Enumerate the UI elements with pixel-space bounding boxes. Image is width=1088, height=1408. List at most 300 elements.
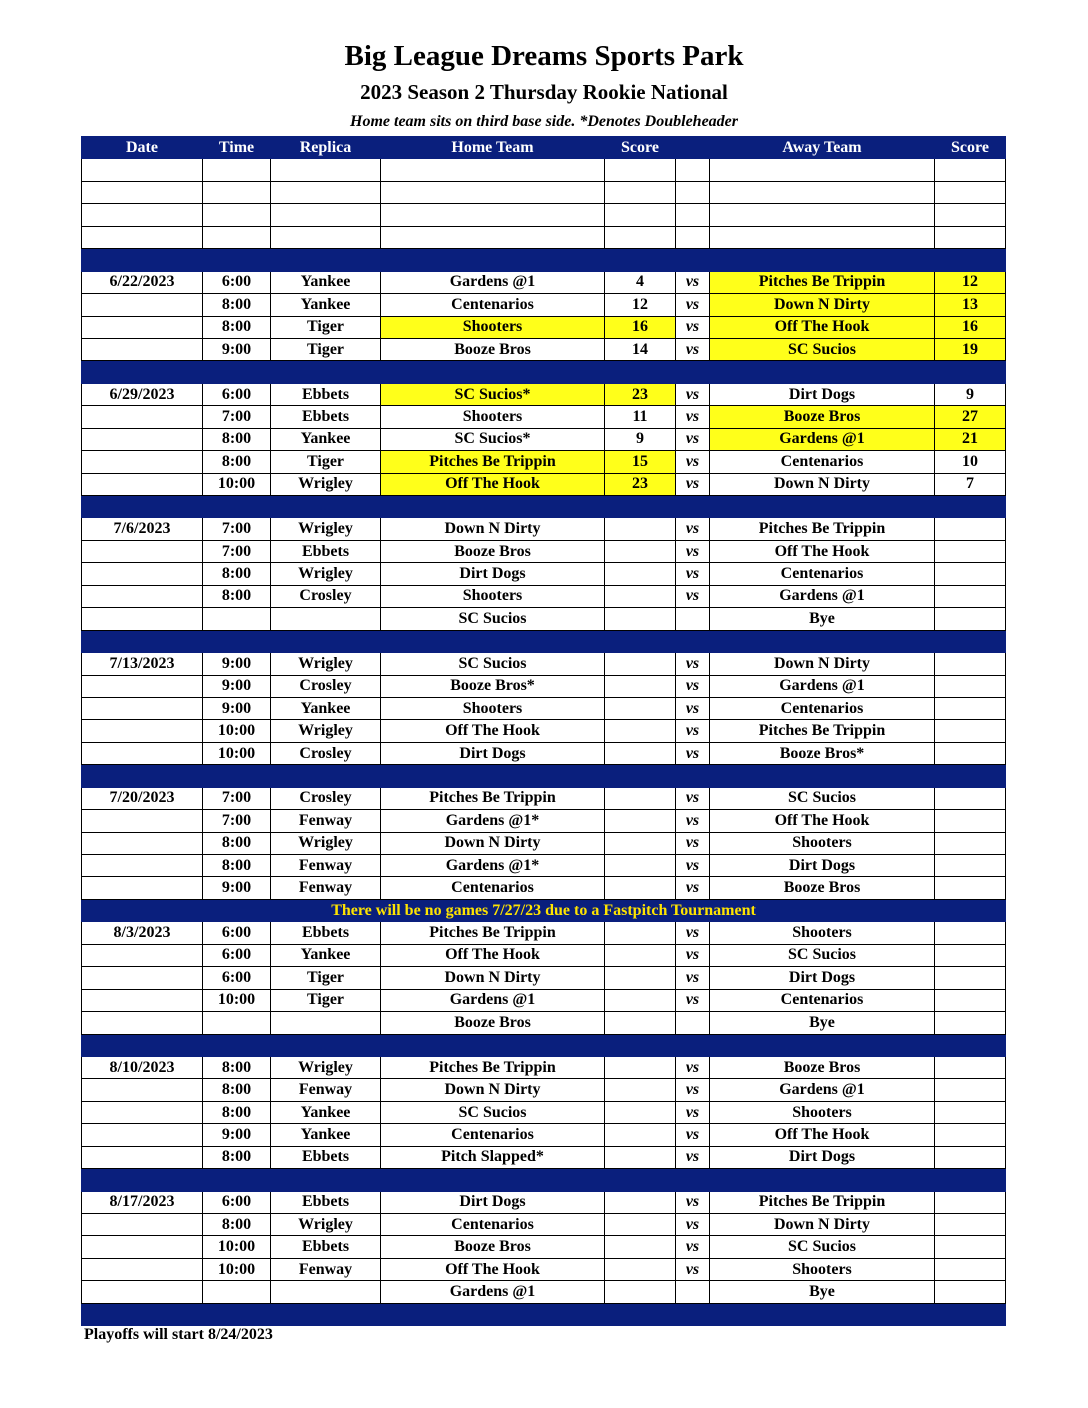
vs-cell: vs	[676, 1146, 710, 1168]
separator-cell	[381, 1169, 605, 1191]
replica-cell: Wrigley	[271, 1214, 381, 1236]
home-team-cell: Off The Hook	[381, 720, 605, 742]
replica-cell: Tiger	[271, 989, 381, 1011]
separator-cell	[271, 630, 381, 652]
vs-cell: vs	[676, 1079, 710, 1101]
home-score-cell	[605, 967, 676, 989]
vs-cell: vs	[676, 1124, 710, 1146]
away-team-cell: Down N Dirty	[710, 294, 935, 316]
empty-cell	[203, 181, 271, 203]
separator-cell	[605, 765, 676, 787]
game-row	[82, 1258, 1006, 1280]
vs-cell: vs	[676, 540, 710, 562]
game-row	[82, 1281, 1006, 1303]
away-score-cell: 12	[935, 271, 1006, 293]
empty-cell	[82, 181, 203, 203]
vs-cell: vs	[676, 518, 710, 540]
replica-cell: Crosley	[271, 675, 381, 697]
away-team-cell: Off The Hook	[710, 316, 935, 338]
date-cell	[82, 1281, 203, 1303]
separator-cell	[710, 1303, 935, 1325]
time-cell: 10:00	[203, 1236, 271, 1258]
date-cell	[82, 855, 203, 877]
home-score-cell	[605, 1012, 676, 1034]
separator-cell	[935, 1034, 1006, 1056]
date-cell: 8/3/2023	[82, 922, 203, 944]
vs-cell: vs	[676, 1214, 710, 1236]
away-team-cell: Pitches Be Trippin	[710, 720, 935, 742]
separator-cell	[676, 1169, 710, 1191]
home-team-cell: Shooters	[381, 316, 605, 338]
away-team-cell: SC Sucios	[710, 944, 935, 966]
vs-cell: vs	[676, 787, 710, 809]
home-team-cell: Dirt Dogs	[381, 1191, 605, 1213]
home-team-cell: Dirt Dogs	[381, 563, 605, 585]
away-score-cell	[935, 1079, 1006, 1101]
separator-cell	[82, 1303, 203, 1325]
home-score-cell	[605, 1191, 676, 1213]
col-date: Date	[82, 137, 203, 159]
vs-cell: vs	[676, 294, 710, 316]
home-team-cell: Gardens @1*	[381, 810, 605, 832]
separator-cell	[710, 1034, 935, 1056]
empty-cell	[676, 181, 710, 203]
away-team-cell: Bye	[710, 1012, 935, 1034]
away-score-cell	[935, 1101, 1006, 1123]
empty-cell	[935, 204, 1006, 226]
time-cell: 8:00	[203, 1214, 271, 1236]
home-team-cell: Centenarios	[381, 877, 605, 899]
away-score-cell: 19	[935, 338, 1006, 360]
home-team-cell: Dirt Dogs	[381, 742, 605, 764]
time-cell: 9:00	[203, 338, 271, 360]
away-team-cell: Shooters	[710, 922, 935, 944]
separator-cell	[82, 630, 203, 652]
separator-cell	[203, 361, 271, 383]
vs-cell: vs	[676, 406, 710, 428]
game-row	[82, 338, 1006, 360]
home-score-cell: 16	[605, 316, 676, 338]
time-cell: 9:00	[203, 697, 271, 719]
away-team-cell: SC Sucios	[710, 787, 935, 809]
schedule-body	[82, 159, 1006, 1326]
separator-row	[82, 765, 1006, 787]
replica-cell: Yankee	[271, 294, 381, 316]
away-team-cell: Centenarios	[710, 697, 935, 719]
time-cell: 9:00	[203, 675, 271, 697]
home-team-cell: Booze Bros*	[381, 675, 605, 697]
replica-cell: Tiger	[271, 967, 381, 989]
away-team-cell: Dirt Dogs	[710, 967, 935, 989]
vs-cell: vs	[676, 563, 710, 585]
game-row	[82, 1012, 1006, 1034]
separator-cell	[605, 249, 676, 271]
time-cell: 6:00	[203, 922, 271, 944]
time-cell: 8:00	[203, 451, 271, 473]
away-team-cell: Bye	[710, 608, 935, 630]
away-score-cell	[935, 742, 1006, 764]
away-team-cell: Dirt Dogs	[710, 1146, 935, 1168]
separator-cell	[605, 361, 676, 383]
separator-cell	[381, 1303, 605, 1325]
separator-row	[82, 361, 1006, 383]
home-team-cell: Booze Bros	[381, 1012, 605, 1034]
home-team-cell: Off The Hook	[381, 473, 605, 495]
home-score-cell	[605, 563, 676, 585]
date-cell: 6/22/2023	[82, 271, 203, 293]
empty-cell	[935, 226, 1006, 248]
vs-cell: vs	[676, 1056, 710, 1078]
home-team-cell: Booze Bros	[381, 540, 605, 562]
home-team-cell: Booze Bros	[381, 1236, 605, 1258]
empty-cell	[605, 181, 676, 203]
replica-cell: Ebbets	[271, 540, 381, 562]
away-team-cell: Shooters	[710, 832, 935, 854]
home-team-cell: Off The Hook	[381, 944, 605, 966]
schedule-table	[81, 136, 1006, 1326]
date-cell	[82, 585, 203, 607]
separator-cell	[710, 1169, 935, 1191]
time-cell: 8:00	[203, 855, 271, 877]
vs-cell: vs	[676, 338, 710, 360]
date-cell	[82, 944, 203, 966]
empty-cell	[203, 204, 271, 226]
home-team-cell: Booze Bros	[381, 338, 605, 360]
date-cell	[82, 720, 203, 742]
separator-row	[82, 496, 1006, 518]
game-row	[82, 585, 1006, 607]
home-score-cell	[605, 810, 676, 832]
empty-cell	[381, 159, 605, 181]
home-score-cell: 4	[605, 271, 676, 293]
separator-cell	[271, 765, 381, 787]
game-row	[82, 1146, 1006, 1168]
home-team-cell: SC Sucios	[381, 1101, 605, 1123]
empty-cell	[271, 226, 381, 248]
replica-cell: Yankee	[271, 1124, 381, 1146]
time-cell: 10:00	[203, 989, 271, 1011]
vs-cell: vs	[676, 697, 710, 719]
time-cell: 7:00	[203, 406, 271, 428]
game-row	[82, 855, 1006, 877]
game-row	[82, 922, 1006, 944]
away-score-cell	[935, 787, 1006, 809]
date-cell	[82, 406, 203, 428]
date-cell	[82, 451, 203, 473]
away-team-cell: SC Sucios	[710, 1236, 935, 1258]
time-cell: 6:00	[203, 271, 271, 293]
home-team-cell: Shooters	[381, 697, 605, 719]
date-cell	[82, 540, 203, 562]
game-row	[82, 608, 1006, 630]
replica-cell: Crosley	[271, 742, 381, 764]
away-team-cell: Shooters	[710, 1258, 935, 1280]
time-cell: 6:00	[203, 1191, 271, 1213]
separator-cell	[605, 1303, 676, 1325]
date-cell	[82, 810, 203, 832]
empty-cell	[676, 159, 710, 181]
date-cell	[82, 1012, 203, 1034]
home-team-cell: Pitch Slapped*	[381, 1146, 605, 1168]
time-cell: 8:00	[203, 1056, 271, 1078]
empty-cell	[271, 159, 381, 181]
game-row	[82, 653, 1006, 675]
home-score-cell	[605, 608, 676, 630]
date-cell	[82, 1236, 203, 1258]
replica-cell: Wrigley	[271, 832, 381, 854]
time-cell: 9:00	[203, 877, 271, 899]
col-home-score: Score	[605, 137, 676, 159]
replica-cell: Wrigley	[271, 473, 381, 495]
game-row	[82, 540, 1006, 562]
home-score-cell	[605, 518, 676, 540]
vs-cell: vs	[676, 473, 710, 495]
replica-cell	[271, 1012, 381, 1034]
separator-cell	[381, 1034, 605, 1056]
game-row	[82, 675, 1006, 697]
away-score-cell	[935, 653, 1006, 675]
replica-cell: Crosley	[271, 585, 381, 607]
separator-cell	[271, 361, 381, 383]
replica-cell: Ebbets	[271, 406, 381, 428]
separator-cell	[203, 765, 271, 787]
date-cell	[82, 877, 203, 899]
time-cell: 8:00	[203, 585, 271, 607]
away-score-cell	[935, 697, 1006, 719]
game-row	[82, 451, 1006, 473]
away-team-cell: Booze Bros*	[710, 742, 935, 764]
away-score-cell	[935, 989, 1006, 1011]
away-score-cell	[935, 855, 1006, 877]
away-score-cell: 16	[935, 316, 1006, 338]
empty-cell	[676, 226, 710, 248]
separator-cell	[271, 1169, 381, 1191]
away-score-cell	[935, 675, 1006, 697]
empty-cell	[203, 226, 271, 248]
notice-row	[82, 899, 1006, 921]
game-row	[82, 1079, 1006, 1101]
separator-cell	[710, 361, 935, 383]
away-score-cell	[935, 1214, 1006, 1236]
away-team-cell: Pitches Be Trippin	[710, 518, 935, 540]
separator-cell	[676, 765, 710, 787]
empty-cell	[935, 159, 1006, 181]
empty-row	[82, 204, 1006, 226]
time-cell	[203, 1281, 271, 1303]
date-cell	[82, 697, 203, 719]
vs-cell: vs	[676, 675, 710, 697]
game-row	[82, 787, 1006, 809]
vs-cell: vs	[676, 742, 710, 764]
separator-cell	[676, 1034, 710, 1056]
separator-cell	[381, 630, 605, 652]
home-score-cell	[605, 877, 676, 899]
separator-cell	[203, 496, 271, 518]
home-team-cell: Gardens @1	[381, 271, 605, 293]
home-score-cell: 11	[605, 406, 676, 428]
replica-cell: Yankee	[271, 1101, 381, 1123]
home-team-cell: SC Sucios	[381, 653, 605, 675]
time-cell	[203, 608, 271, 630]
empty-cell	[271, 204, 381, 226]
home-score-cell: 12	[605, 294, 676, 316]
away-team-cell: Centenarios	[710, 451, 935, 473]
home-team-cell: SC Sucios*	[381, 428, 605, 450]
separator-cell	[203, 1169, 271, 1191]
replica-cell: Yankee	[271, 271, 381, 293]
home-team-cell: Down N Dirty	[381, 832, 605, 854]
home-score-cell	[605, 832, 676, 854]
empty-cell	[381, 181, 605, 203]
empty-cell	[676, 204, 710, 226]
away-team-cell: Gardens @1	[710, 1079, 935, 1101]
separator-cell	[605, 1169, 676, 1191]
game-row	[82, 967, 1006, 989]
away-score-cell	[935, 540, 1006, 562]
game-row	[82, 877, 1006, 899]
game-row	[82, 1236, 1006, 1258]
replica-cell: Yankee	[271, 697, 381, 719]
away-team-cell: Off The Hook	[710, 810, 935, 832]
col-replica: Replica	[271, 137, 381, 159]
away-score-cell	[935, 1056, 1006, 1078]
separator-cell	[381, 765, 605, 787]
separator-cell	[935, 249, 1006, 271]
away-score-cell	[935, 877, 1006, 899]
game-row	[82, 406, 1006, 428]
separator-cell	[935, 361, 1006, 383]
game-row	[82, 473, 1006, 495]
separator-cell	[82, 765, 203, 787]
separator-cell	[710, 630, 935, 652]
vs-cell: vs	[676, 1258, 710, 1280]
game-row	[82, 1214, 1006, 1236]
date-cell: 8/17/2023	[82, 1191, 203, 1213]
away-team-cell: Bye	[710, 1281, 935, 1303]
separator-cell	[82, 1034, 203, 1056]
game-row	[82, 271, 1006, 293]
time-cell: 8:00	[203, 1079, 271, 1101]
separator-cell	[935, 1169, 1006, 1191]
home-score-cell	[605, 989, 676, 1011]
separator-cell	[82, 496, 203, 518]
vs-cell: vs	[676, 922, 710, 944]
date-cell	[82, 1079, 203, 1101]
home-team-cell: Centenarios	[381, 1214, 605, 1236]
away-team-cell: Centenarios	[710, 989, 935, 1011]
away-team-cell: Booze Bros	[710, 1056, 935, 1078]
date-cell: 7/20/2023	[82, 787, 203, 809]
home-score-cell	[605, 697, 676, 719]
date-cell	[82, 608, 203, 630]
home-team-cell: Down N Dirty	[381, 967, 605, 989]
replica-cell: Wrigley	[271, 1056, 381, 1078]
separator-cell	[710, 496, 935, 518]
vs-cell: vs	[676, 428, 710, 450]
home-score-cell	[605, 855, 676, 877]
home-score-cell	[605, 1281, 676, 1303]
replica-cell: Wrigley	[271, 563, 381, 585]
vs-cell: vs	[676, 855, 710, 877]
home-score-cell: 9	[605, 428, 676, 450]
separator-cell	[676, 630, 710, 652]
home-team-cell: Off The Hook	[381, 1258, 605, 1280]
replica-cell: Ebbets	[271, 922, 381, 944]
vs-cell: vs	[676, 383, 710, 405]
home-team-cell: Gardens @1	[381, 1281, 605, 1303]
home-team-cell: SC Sucios	[381, 608, 605, 630]
away-score-cell	[935, 832, 1006, 854]
away-score-cell: 27	[935, 406, 1006, 428]
home-score-cell	[605, 1258, 676, 1280]
empty-cell	[710, 181, 935, 203]
game-row	[82, 944, 1006, 966]
home-score-cell	[605, 675, 676, 697]
replica-cell	[271, 608, 381, 630]
date-cell	[82, 675, 203, 697]
date-cell	[82, 967, 203, 989]
home-score-cell	[605, 1214, 676, 1236]
vs-cell: vs	[676, 967, 710, 989]
replica-cell: Tiger	[271, 338, 381, 360]
home-team-cell: Centenarios	[381, 294, 605, 316]
home-score-cell	[605, 653, 676, 675]
date-cell	[82, 989, 203, 1011]
time-cell: 7:00	[203, 518, 271, 540]
away-score-cell: 21	[935, 428, 1006, 450]
separator-cell	[82, 249, 203, 271]
replica-cell: Fenway	[271, 810, 381, 832]
separator-cell	[271, 1303, 381, 1325]
game-row	[82, 989, 1006, 1011]
empty-cell	[605, 226, 676, 248]
away-team-cell: Booze Bros	[710, 406, 935, 428]
col-time: Time	[203, 137, 271, 159]
time-cell: 8:00	[203, 832, 271, 854]
home-score-cell	[605, 1079, 676, 1101]
replica-cell: Fenway	[271, 855, 381, 877]
home-score-cell	[605, 742, 676, 764]
time-cell: 9:00	[203, 1124, 271, 1146]
away-score-cell	[935, 608, 1006, 630]
home-team-cell: SC Sucios*	[381, 383, 605, 405]
separator-cell	[381, 496, 605, 518]
time-cell: 8:00	[203, 316, 271, 338]
vs-cell: vs	[676, 1101, 710, 1123]
replica-cell: Tiger	[271, 451, 381, 473]
date-cell	[82, 338, 203, 360]
empty-cell	[271, 181, 381, 203]
game-row	[82, 720, 1006, 742]
game-row	[82, 428, 1006, 450]
replica-cell: Fenway	[271, 1258, 381, 1280]
game-row	[82, 1056, 1006, 1078]
away-score-cell	[935, 1236, 1006, 1258]
date-cell	[82, 428, 203, 450]
separator-cell	[935, 496, 1006, 518]
empty-cell	[605, 159, 676, 181]
home-team-cell: Pitches Be Trippin	[381, 451, 605, 473]
home-team-cell: Centenarios	[381, 1124, 605, 1146]
home-score-cell	[605, 585, 676, 607]
game-row	[82, 1124, 1006, 1146]
home-score-cell: 14	[605, 338, 676, 360]
time-cell: 8:00	[203, 294, 271, 316]
home-score-cell: 23	[605, 473, 676, 495]
separator-row	[82, 1034, 1006, 1056]
away-score-cell	[935, 922, 1006, 944]
separator-cell	[203, 249, 271, 271]
